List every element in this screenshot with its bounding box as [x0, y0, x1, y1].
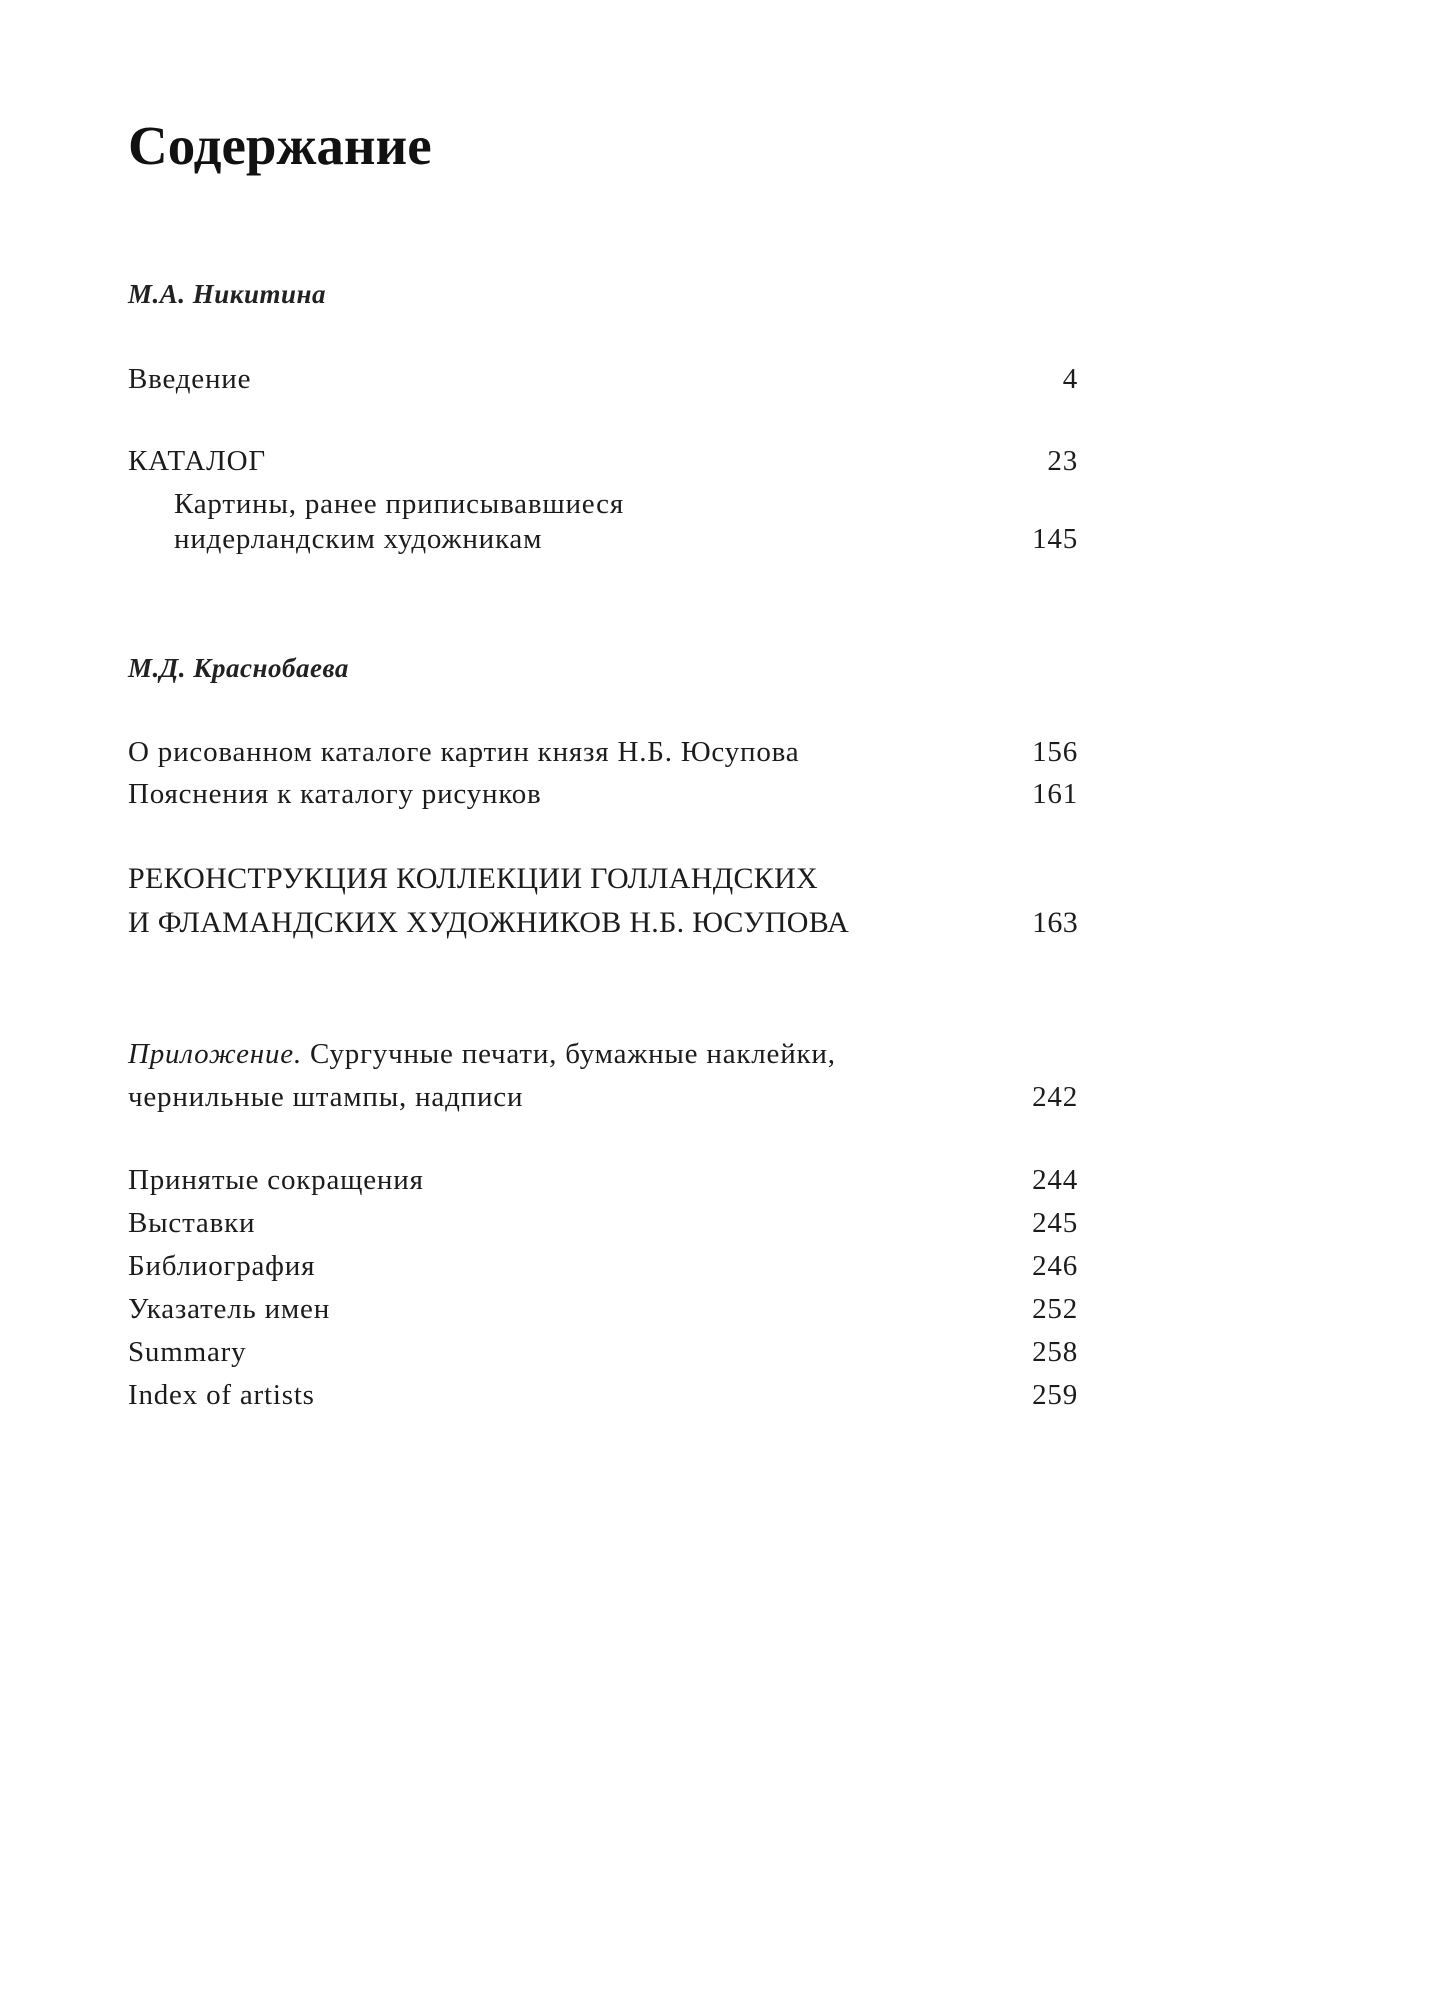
toc-page-number: 145: [1032, 523, 1078, 555]
toc-entry-label: О рисованном каталоге картин князя Н.Б. Юсупова: [128, 736, 800, 768]
appendix-prefix: Приложение.: [128, 1038, 302, 1070]
toc-entry-label: чернильные штампы, надписи: [128, 1081, 524, 1113]
toc-page-number: 246: [1032, 1250, 1078, 1282]
page-title: Содержание: [128, 115, 432, 176]
toc-page-number: 252: [1032, 1293, 1078, 1325]
toc-page-number: 259: [1032, 1379, 1078, 1411]
toc-entry-label: КАТАЛОГ: [128, 445, 266, 477]
toc-page-number: 244: [1032, 1164, 1078, 1196]
toc-page-number: 163: [1032, 906, 1078, 939]
toc-page-number: 242: [1032, 1081, 1078, 1113]
toc-entry-label: Index of artists: [128, 1379, 315, 1411]
toc-entry-label: Принятые сокращения: [128, 1164, 424, 1196]
toc-entry-label: Пояснения к каталогу рисунков: [128, 778, 542, 810]
toc-page-number: 245: [1032, 1207, 1078, 1239]
toc-entry-label: И ФЛАМАНДСКИХ ХУДОЖНИКОВ Н.Б. ЮСУПОВА: [128, 906, 850, 939]
toc-page-number: 4: [1062, 363, 1078, 395]
toc-page-number: 258: [1032, 1336, 1078, 1368]
toc-entry-label: Введение: [128, 363, 252, 395]
toc-page-number: 23: [1047, 445, 1078, 477]
toc-page-number: 156: [1032, 736, 1078, 768]
toc-entry-label: Библиография: [128, 1250, 316, 1282]
appendix-title-part: Сургучные печати, бумажные наклейки,: [302, 1038, 836, 1070]
toc-entry-label: Картины, ранее приписывавшиеся: [174, 488, 624, 520]
toc-entry-label: [128, 1040, 836, 1069]
toc-page-number: 161: [1032, 778, 1078, 810]
toc-entry-label: Summary: [128, 1336, 247, 1368]
author-heading-nikitina: М.А. Никитина: [128, 279, 326, 309]
author-heading-krasnobaeva: М.Д. Краснобаева: [128, 653, 349, 683]
toc-entry-label: Выставки: [128, 1207, 256, 1239]
toc-entry-label: Указатель имен: [128, 1293, 331, 1325]
toc-entry-label: нидерландским художникам: [174, 523, 543, 555]
toc-entry-label: РЕКОНСТРУКЦИЯ КОЛЛЕКЦИИ ГОЛЛАНДСКИХ: [128, 862, 819, 895]
